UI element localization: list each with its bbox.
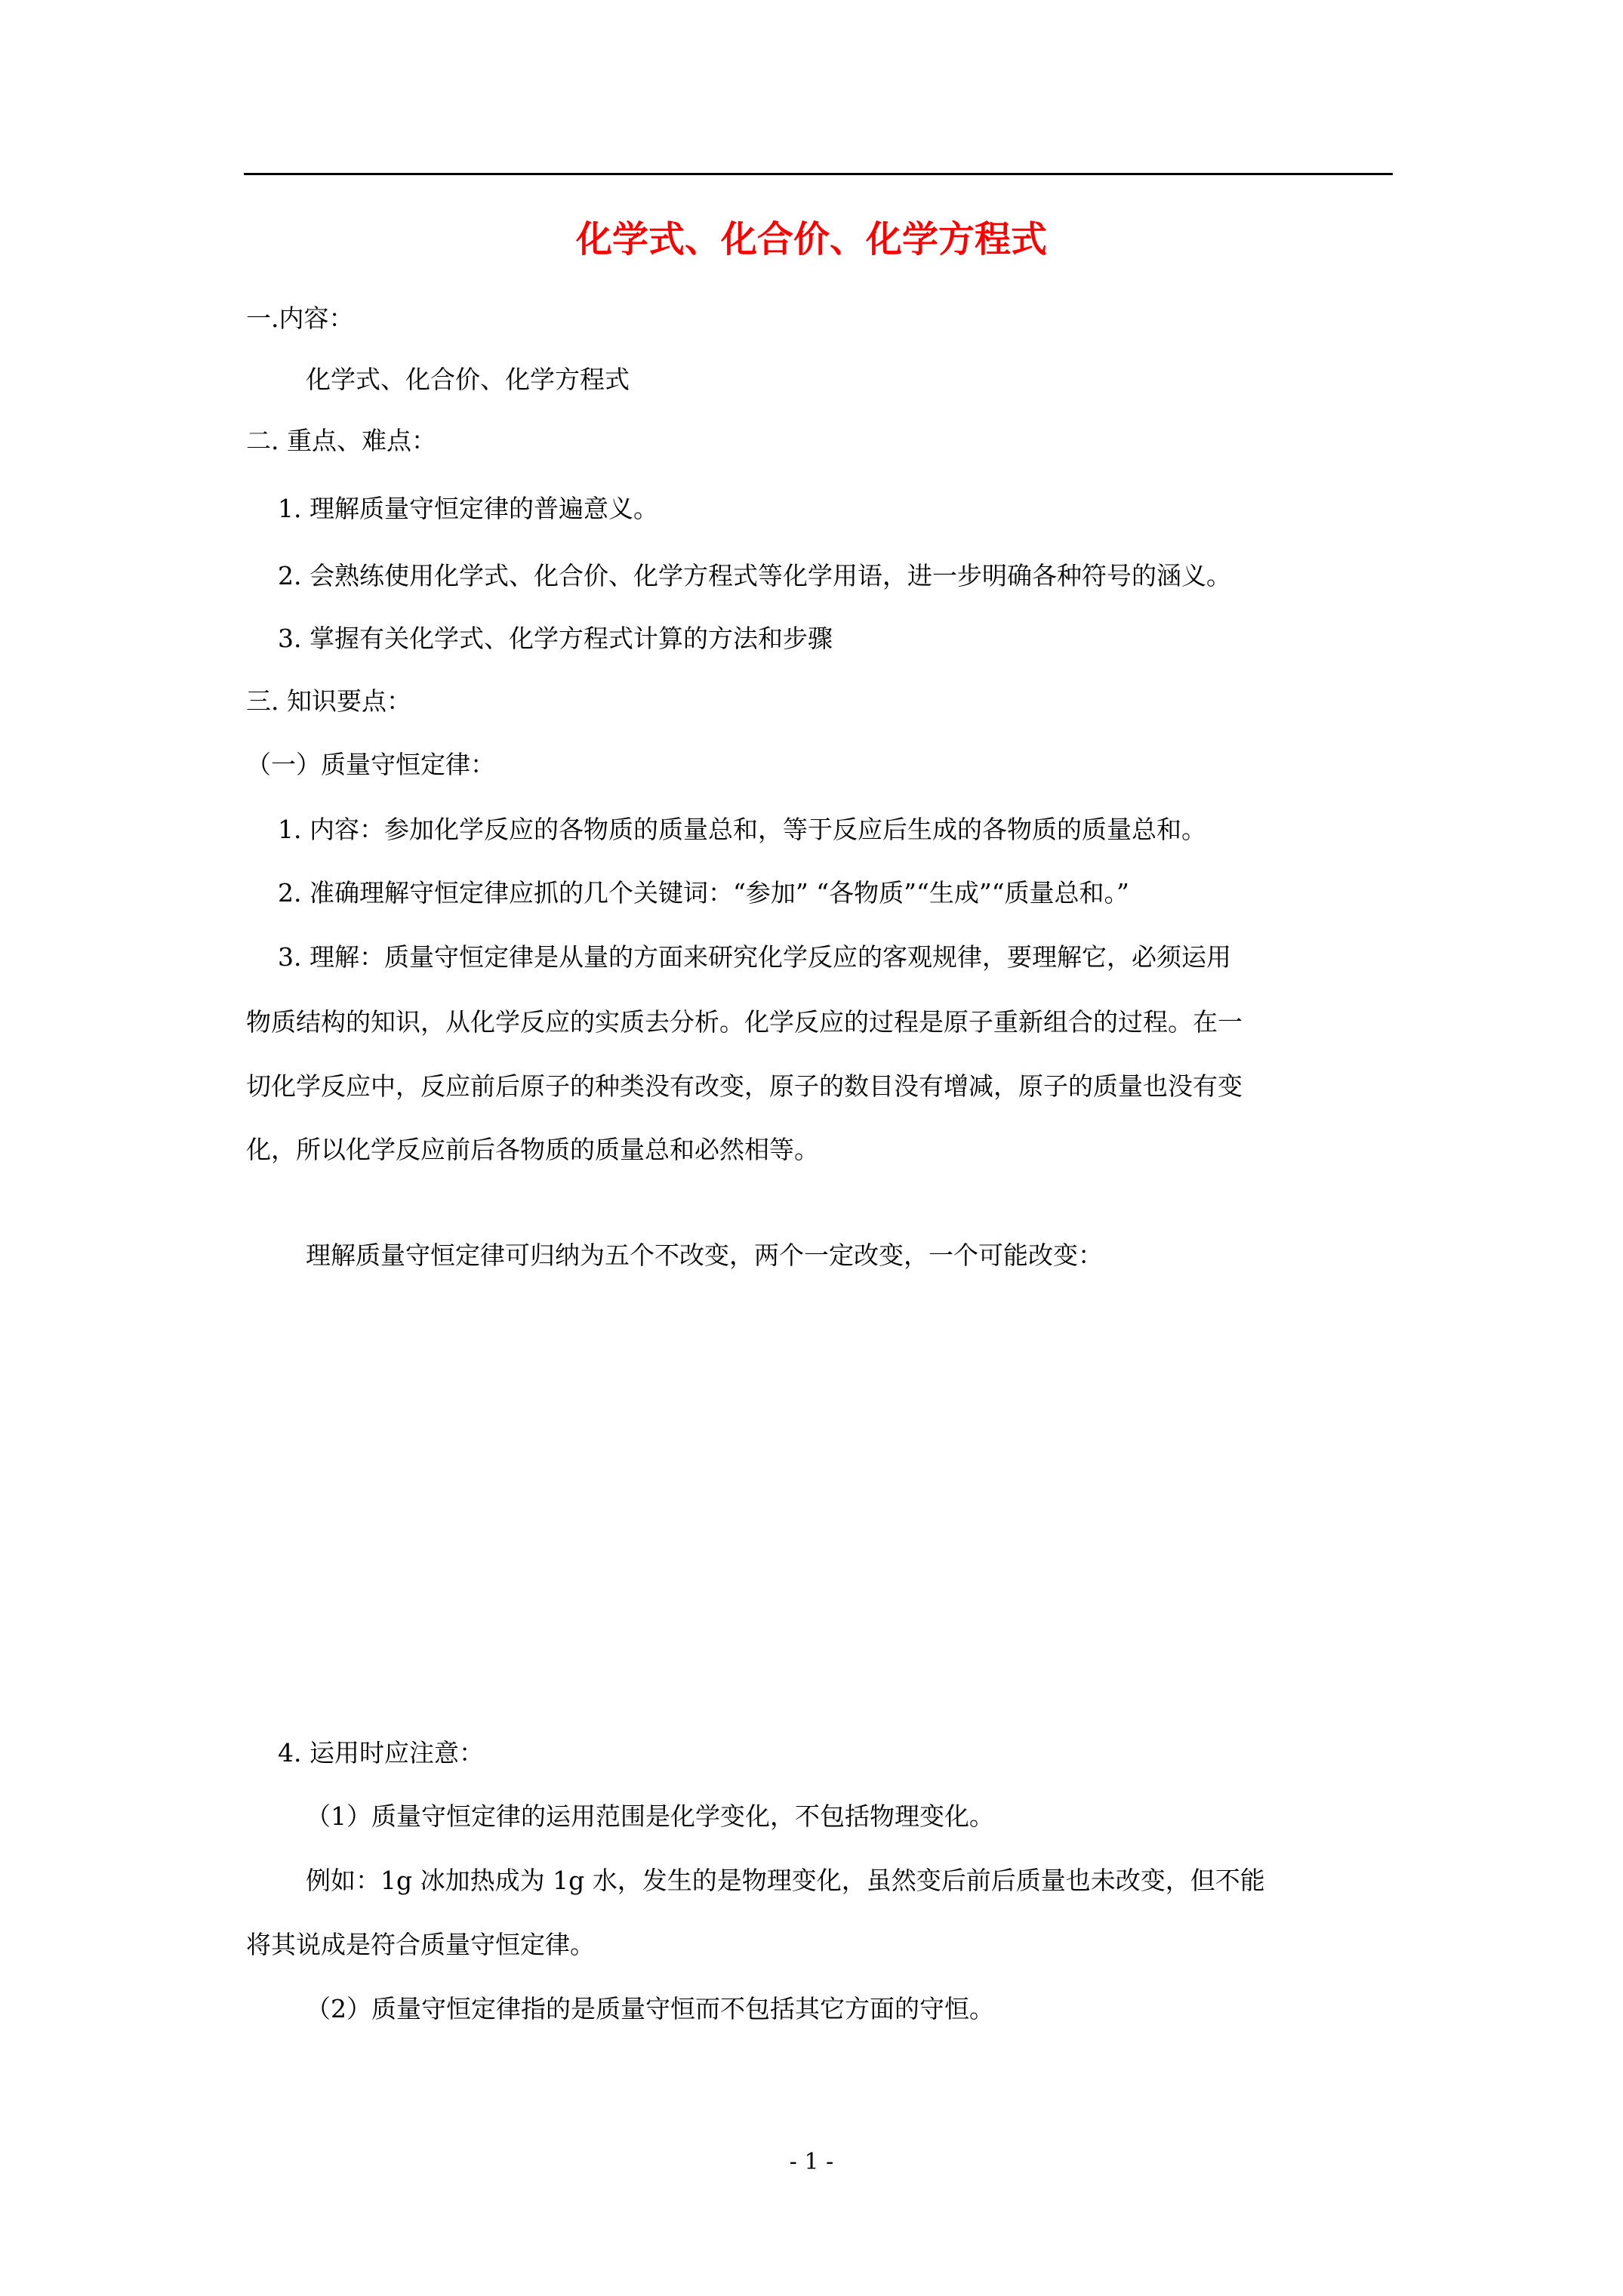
example-line-2: 将其说成是符合质量守恒定律。 <box>246 1930 595 1959</box>
understanding-line-4: 化，所以化学反应前后各物质的质量总和必然相等。 <box>246 1135 819 1164</box>
item-1: 1. 内容：参加化学反应的各物质的质量总和，等于反应后生成的各物质的质量总和。 <box>278 815 1206 844</box>
header-rule <box>244 173 1393 175</box>
item-2: 2. 准确理解守恒定律应抓的几个关键词：“参加” “各物质”“生成”“质量总和。” <box>278 878 1129 908</box>
notes-heading: 4. 运用时应注意： <box>278 1738 484 1767</box>
section-heading-content: 一.内容： <box>246 304 354 333</box>
understanding-line-3: 切化学反应中，反应前后原子的种类没有改变，原子的数目没有增减，原子的质量也没有变 <box>246 1071 1243 1101</box>
key-point-3: 3. 掌握有关化学式、化学方程式计算的方法和步骤 <box>278 624 833 653</box>
understanding-line-1: 3. 理解：质量守恒定律是从量的方面来研究化学反应的客观规律，要理解它，必须运用 <box>278 942 1231 972</box>
understanding-line-2: 物质结构的知识，从化学反应的实质去分析。化学反应的过程是原子重新组合的过程。在一 <box>246 1007 1243 1037</box>
note-2: （2）质量守恒定律指的是质量守恒而不包括其它方面的守恒。 <box>306 1994 994 2023</box>
subsection-heading-conservation: （一）质量守恒定律： <box>246 750 495 779</box>
summary-line: 理解质量守恒定律可归纳为五个不改变，两个一定改变，一个可能改变： <box>306 1240 1103 1270</box>
example-line-1: 例如：1g 冰加热成为 1g 水，发生的是物理变化，虽然变后前后质量也未改变，但不能 <box>306 1866 1265 1895</box>
section-heading-key-points: 二. 重点、难点： <box>246 426 436 455</box>
page-number: - 1 - <box>789 2149 834 2175</box>
page-title: 化学式、化合价、化学方程式 <box>575 218 1047 260</box>
note-1: （1）质量守恒定律的运用范围是化学变化，不包括物理变化。 <box>306 1801 994 1831</box>
key-point-2: 2. 会熟练使用化学式、化合价、化学方程式等化学用语，进一步明确各种符号的涵义。 <box>278 561 1231 590</box>
key-point-1: 1. 理解质量守恒定律的普遍意义。 <box>278 494 658 523</box>
content-body: 化学式、化合价、化学方程式 <box>306 365 630 394</box>
section-heading-knowledge: 三. 知识要点： <box>246 686 411 716</box>
